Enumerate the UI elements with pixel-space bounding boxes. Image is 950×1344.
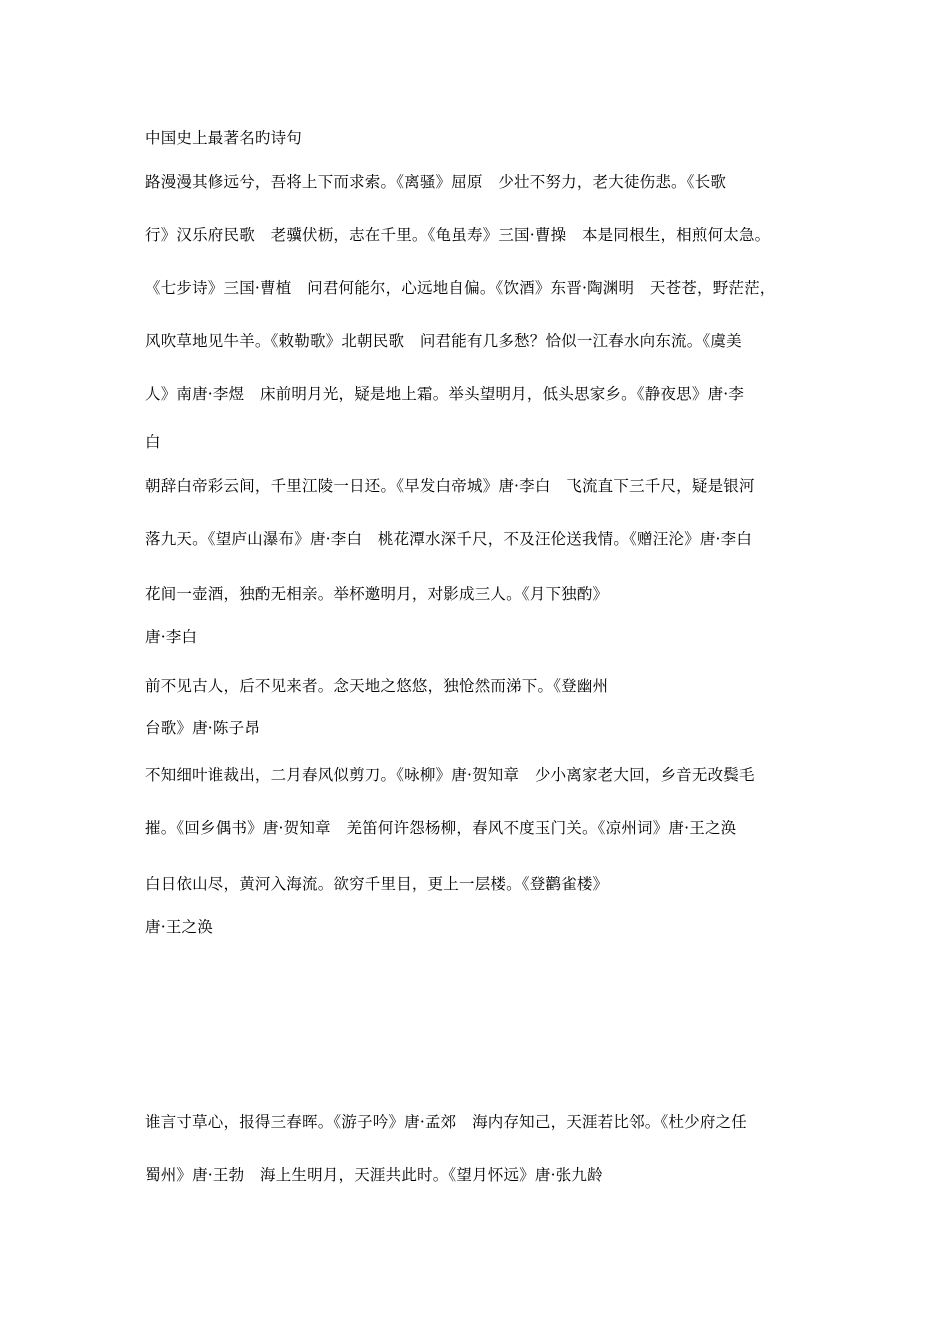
text-line-15: 白日依山尽，黄河入海流。欲穷千里目，更上一层楼。《登鹳雀楼》 [145,875,609,893]
text-line-10: 唐·李白 [145,628,198,646]
text-line-3: 《七步诗》三国·曹植 问君何能尔，心远地自偏。《饮酒》东晋·陶渊明 天苍苍，野茫茫， [145,279,776,297]
text-line-9: 花间一壶酒，独酌无相亲。举杯邀明月，对影成三人。《月下独酌》 [145,585,609,603]
text-line-4: 风吹草地见牛羊。《敕勒歌》北朝民歌 问君能有几多愁？恰似一江春水向东流。《虞美 [145,332,742,350]
text-line-5: 人》南唐·李煜 床前明月光，疑是地上霜。举头望明月，低头思家乡。《静夜思》唐·李 [145,385,745,403]
text-line-12: 台歌》唐·陈子昂 [145,719,261,737]
text-line-14: 摧。《回乡偶书》唐·贺知章 羌笛何许怨杨柳，春风不度玉门关。《凉州词》唐·王之涣 [145,819,737,837]
text-line-2: 行》汉乐府民歌 老骥伏枥，志在千里。《龟虽寿》三国·曹操 本是同根生，相煎何太急。 [145,226,771,244]
text-line-16: 唐·王之涣 [145,918,213,936]
document-title: 中国史上最著名旳诗句 [145,129,303,147]
text-line-18: 蜀州》唐·王勃 海上生明月，天涯共此时。《望月怀远》唐·张九龄 [145,1166,603,1184]
text-line-11: 前不见古人，后不见来者。念天地之悠悠，独怆然而涕下。《登幽州 [145,677,609,695]
text-line-7: 朝辞白帝彩云间，千里江陵一日还。《早发白帝城》唐·李白 飞流直下三千尺，疑是银河 [145,477,755,495]
text-line-17: 谁言寸草心，报得三春晖。《游子吟》唐·孟郊 海内存知己，天涯若比邻。《杜少府之任 [145,1113,747,1131]
text-line-6: 白 [145,433,161,451]
text-line-1: 路漫漫其修远兮，吾将上下而求索。《离骚》屈原 少壮不努力，老大徒伤悲。《长歌 [145,173,727,191]
text-line-13: 不知细叶谁裁出，二月春风似剪刀。《咏柳》唐·贺知章 少小离家老大回，乡音无改鬓毛 [145,766,755,784]
text-line-8: 落九天。《望庐山瀑布》唐·李白 桃花潭水深千尺，不及汪伦送我情。《赠汪沦》唐·李白 [145,530,753,548]
